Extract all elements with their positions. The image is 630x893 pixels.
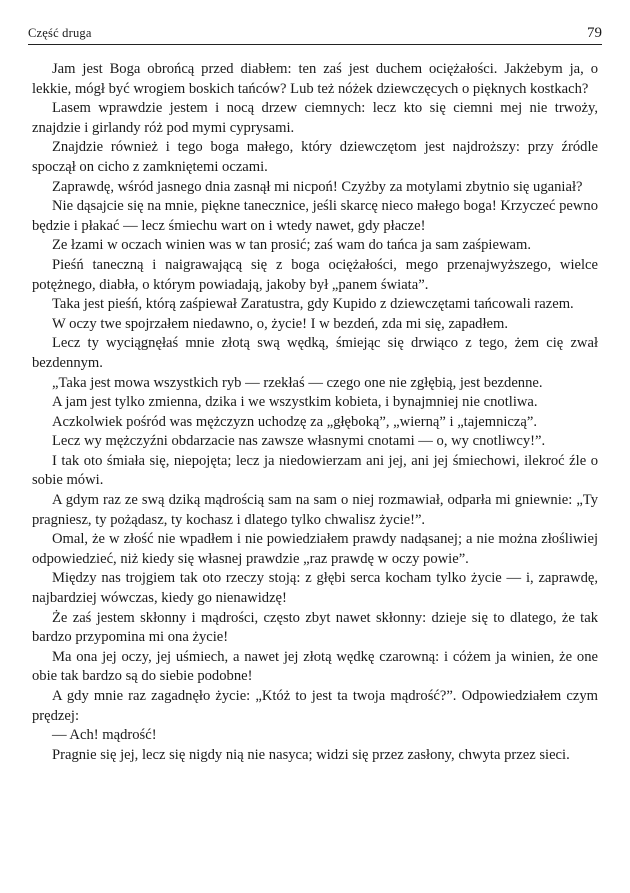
paragraph: Taka jest pieśń, którą zaśpiewał Zaratustra, gdy Kupido z dziewczętami tańcowali razem.	[52, 296, 574, 313]
paragraph: Jam jest Boga obrońcą przed diabłem: ten zaś jest duchem ociężałości. Jakżebym ja, o lekkie, mógł być wrogiem boskich tańców? Lub też nóżek dziewczęcych o pięknych kostkach?	[32, 61, 598, 97]
paragraph: Lecz ty wyciągnęłaś mnie złotą swą wędką, śmiejąc się drwiąco z tego, żem cię zwał bezdennym.	[32, 335, 598, 371]
paragraph: Aczkolwiek pośród was mężczyzn uchodzę za „głęboką”, „wierną” i „tajemniczą”.	[52, 413, 537, 430]
body-text	[32, 60, 598, 765]
paragraph: A gdym raz ze swą dziką mądrością sam na sam o niej rozmawiał, odparła mi gniewnie: „Ty pragniesz, ty pożądasz, ty kochasz i dlatego tylko chwalisz życie!”.	[32, 492, 598, 528]
paragraph: Między nas trojgiem tak oto rzeczy stoją: z głębi serca kocham tylko życie — i, zaprawdę, najbardziej wówczas, kiedy go nienawidzę!	[32, 570, 598, 607]
running-header	[28, 22, 602, 45]
paragraph: Lasem wprawdzie jestem i nocą drzew ciemnych: lecz kto się ciemni mej nie trwoży, znajdzie i girlandy róż pod mymi cyprysami.	[32, 100, 598, 136]
paragraph: A gdy mnie raz zagadnęło życie: „Któż to jest ta twoja mądrość?”. Odpowiedziałem czym prędzej:	[32, 688, 598, 724]
paragraph: W oczy twe spojrzałem niedawno, o, życie! I w bezdeń, zda mi się, zapadłem.	[52, 315, 509, 332]
paragraph: Ma ona jej oczy, jej uśmiech, a nawet jej złotą wędkę czarowną: i cóżem ja winien, że one obie tak bardzo są do siebie podobne!	[32, 648, 598, 685]
paragraph: — Ach! mądrość!	[52, 727, 157, 744]
paragraph: Nie dąsajcie się na mnie, piękne tanecznice, jeśli skarcę nieco małego boga! Krzyczeć pewno będzie i płakać — lecz śmiechu wart on i wtedy nawet, gdy płacze!	[32, 198, 598, 234]
paragraph: Pieśń taneczną i naigrawającą się z boga ociężałości, mego przenajwyższego, wielce potężnego, diabła, o którym powiadają, jakoby był „panem świata”.	[32, 256, 598, 293]
paragraph: Omal, że w złość nie wpadłem i nie powiedziałem prawdy nadąsanej; a nie można złośliwiej odpowiedzieć, niż kiedy się własnej prawdzie „raz prawdę w oczy powie”.	[32, 531, 598, 567]
paragraph: Że zaś jestem skłonny i mądrości, często zbyt nawet skłonny: dzieje się to dlatego, że tak bardzo przypomina mi ona życie!	[32, 609, 598, 646]
section-title: Część druga	[28, 26, 92, 40]
paragraph: Ze łzami w oczach winien was w tan prosić; zaś wam do tańca ja sam zaśpiewam.	[52, 237, 531, 254]
paragraph: Lecz wy mężczyźni obdarzacie nas zawsze własnymi cnotami — o, wy cnotliwcy!”.	[52, 433, 546, 450]
page-number: 79	[587, 25, 602, 41]
paragraph: I tak oto śmiała się, niepojęta; lecz ja niedowierzam ani jej, ani jej śmiechowi, ilekroć źle o sobie mówi.	[32, 452, 598, 489]
paragraph: A jam jest tylko zmienna, dzika i we wszystkim kobieta, i bynajmniej nie cnotliwa.	[52, 394, 538, 411]
paragraph: Pragnie się jej, lecz się nigdy nią nie nasyca; widzi się przez zasłony, chwyta przez sieci.	[52, 746, 570, 763]
paragraph: „Taka jest mowa wszystkich ryb — rzekłaś — czego one nie zgłębią, jest bezdenne.	[52, 374, 543, 391]
paragraph: Zaprawdę, wśród jasnego dnia zasnął mi nicpoń! Czyżby za motylami zbytnio się uganiał?	[52, 178, 583, 195]
paragraph: Znajdzie również i tego boga małego, który dziewczętom jest najdroższy: przy źródle spoczął on cicho z zamkniętemi oczami.	[32, 139, 598, 175]
